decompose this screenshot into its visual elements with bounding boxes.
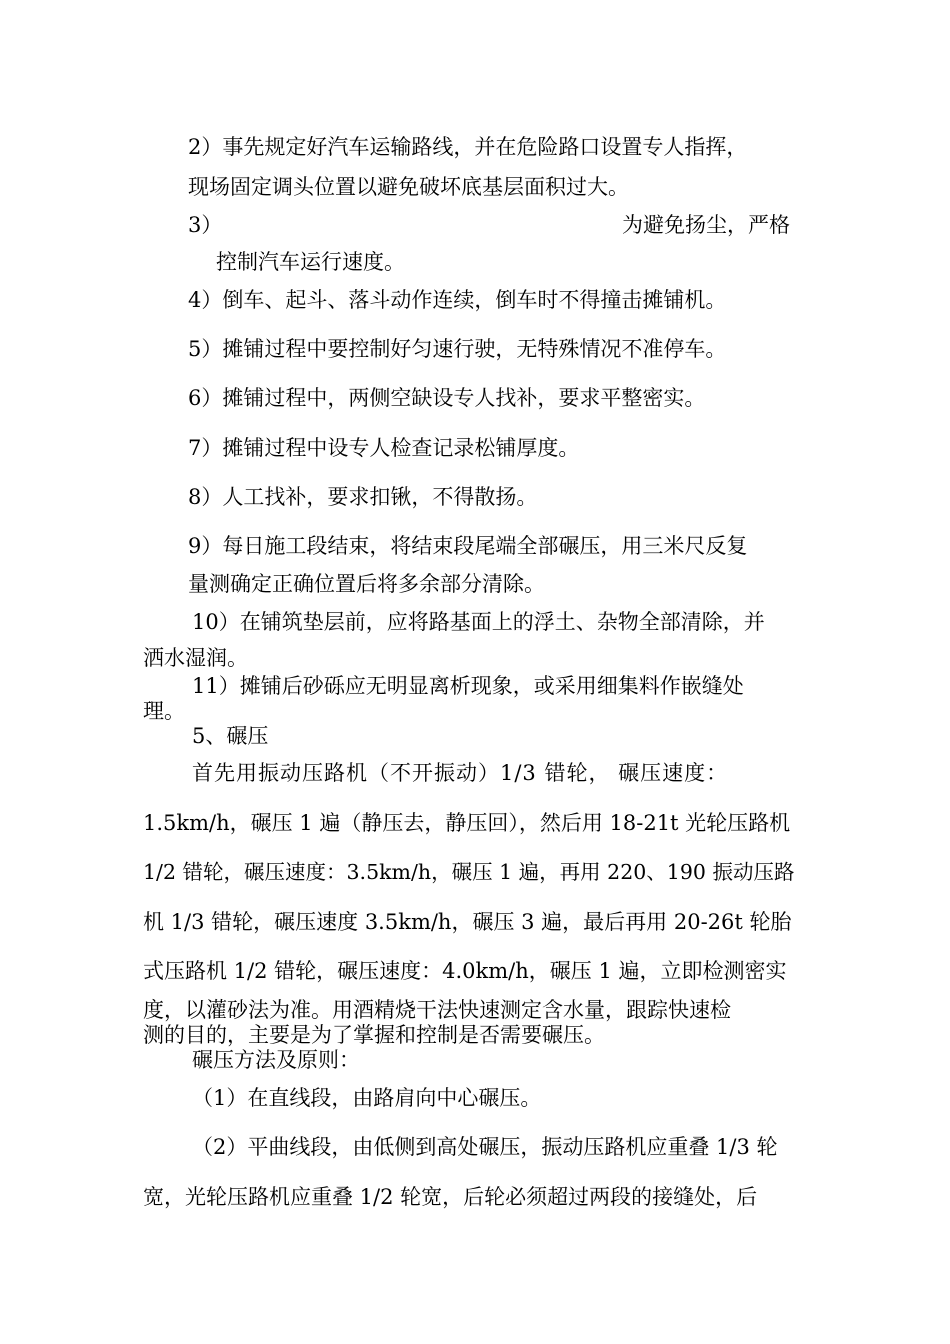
method-2-line-2: 宽，光轮压路机应重叠 1/2 轮宽，后轮必须超过两段的接缝处，后 <box>143 1185 758 1209</box>
methods-heading: 碾压方法及原则： <box>192 1048 360 1072</box>
section-5-para-line-4: 机 1/3 错轮，碾压速度 3.5km/h，碾压 3 遍，最后再用 20-26t 轮胎 <box>143 910 792 934</box>
item-3-number: 3） <box>188 213 223 237</box>
item-10-line-2: 洒水湿润。 <box>143 646 248 670</box>
item-4: 4）倒车、起斗、落斗动作连续，倒车时不得撞击摊铺机。 <box>188 288 727 312</box>
section-5-para-line-5: 式压路机 1/2 错轮，碾压速度：4.0km/h，碾压 1 遍，立即检测密实 <box>143 959 787 983</box>
method-2-line-1: （2）平曲线段，由低侧到高处碾压，振动压路机应重叠 1/3 轮 <box>192 1135 778 1159</box>
method-1: （1）在直线段，由路肩向中心碾压。 <box>192 1086 542 1110</box>
section-5-para-line-3: 1/2 错轮，碾压速度：3.5km/h，碾压 1 遍，再用 220、190 振动压路 <box>143 860 795 884</box>
item-6: 6）摊铺过程中，两侧空缺设专人找补，要求平整密实。 <box>188 386 706 410</box>
item-8: 8）人工找补，要求扣锹，不得散扬。 <box>188 485 538 509</box>
item-10-line-1: 10）在铺筑垫层前，应将路基面上的浮土、杂物全部清除，并 <box>192 610 765 634</box>
item-9-line-1: 9）每日施工段结束，将结束段尾端全部碾压，用三米尺反复 <box>188 534 748 558</box>
item-2-line-1: 2）事先规定好汽车运输路线，并在危险路口设置专人指挥， <box>188 135 748 159</box>
section-5-para-line-7: 测的目的，主要是为了掌握和控制是否需要碾压。 <box>143 1023 605 1047</box>
item-3-line-1-tail: 为避免扬尘，严格 <box>622 213 790 237</box>
item-5: 5）摊铺过程中要控制好匀速行驶，无特殊情况不准停车。 <box>188 337 727 361</box>
item-11-line-2: 理。 <box>143 699 185 723</box>
section-5-para-line-1: 首先用振动压路机（不开振动）1/3 错轮， 碾压速度： <box>192 761 729 785</box>
item-2-line-2: 现场固定调头位置以避免破坏底基层面积过大。 <box>188 175 629 199</box>
item-7: 7）摊铺过程中设专人检查记录松铺厚度。 <box>188 436 580 460</box>
item-9-line-2: 量测确定正确位置后将多余部分清除。 <box>188 572 545 596</box>
item-11-line-1: 11）摊铺后砂砾应无明显离析现象，或采用细集料作嵌缝处 <box>192 674 744 698</box>
section-5-para-line-6: 度，以灌砂法为准。用酒精烧干法快速测定含水量，跟踪快速检 <box>143 998 731 1022</box>
item-3-line-2: 控制汽车运行速度。 <box>216 250 405 274</box>
section-5-heading: 5、碾压 <box>192 724 269 748</box>
section-5-para-line-2: 1.5km/h，碾压 1 遍（静压去，静压回），然后用 18-21t 光轮压路机 <box>143 811 791 835</box>
